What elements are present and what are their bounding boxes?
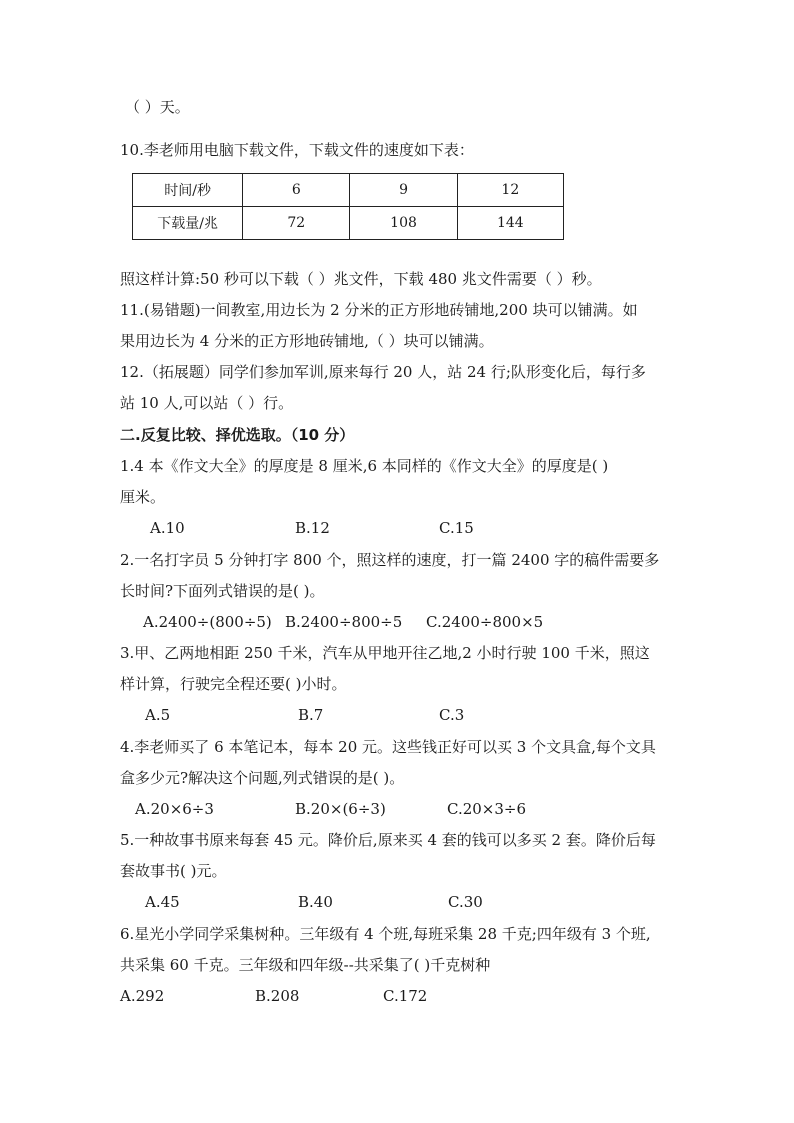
mc4-line2: 盒多少元?解决这个问题,列式错误的是( )。 — [120, 769, 405, 787]
table-row — [133, 174, 564, 207]
q10-question: 照这样计算:50 秒可以下载（ ）兆文件，下载 480 兆文件需要（ ）秒。 — [120, 270, 602, 288]
mc3-option-b: B.7 — [298, 706, 324, 724]
mc1-option-a: A.10 — [150, 519, 185, 537]
mc1-line2: 厘米。 — [120, 488, 166, 506]
mc6-option-c: C.172 — [383, 987, 428, 1005]
mc1-option-b: B.12 — [295, 519, 330, 537]
q10-text: 10.李老师用电脑下载文件，下载文件的速度如下表： — [120, 141, 474, 159]
mc2-line2: 长时间?下面列式错误的是( )。 — [120, 582, 325, 600]
download-table — [132, 173, 564, 240]
mc2-option-b: B.2400÷800÷5 — [285, 613, 403, 631]
mc6-option-b: B.208 — [255, 987, 300, 1005]
mc3-option-c: C.3 — [439, 706, 465, 724]
mc3-line1: 3.甲、乙两地相距 250 千米，汽车从甲地开往乙地,2 小时行驶 100 千米，照这 — [120, 644, 650, 662]
mc5-line1: 5.一种故事书原来每套 45 元。降价后,原来买 4 套的钱可以多买 2 套。降价后每 — [120, 831, 656, 849]
mc1-option-c: C.15 — [439, 519, 474, 537]
mc5-option-b: B.40 — [298, 893, 333, 911]
mc3-option-a: A.5 — [145, 706, 171, 724]
q11-line1: 11.(易错题)一间教室,用边长为 2 分米的正方形地砖铺地,200 块可以铺满。如 — [120, 301, 638, 319]
mc5-option-c: C.30 — [448, 893, 483, 911]
table-cell: 144 — [457, 207, 563, 240]
section-title: 二.反复比较、择优选取。（10 分） — [120, 426, 355, 444]
mc5-option-a: A.45 — [145, 893, 180, 911]
mc2-option-a: A.2400÷(800÷5) — [143, 613, 272, 631]
mc5-line2: 套故事书( )元。 — [120, 862, 227, 880]
table-cell: 72 — [243, 207, 350, 240]
table-row — [133, 207, 564, 240]
mc4-line1: 4.李老师买了 6 本笔记本，每本 20 元。这些钱正好可以买 3 个文具盒,每个文具 — [120, 738, 656, 756]
mc4-option-b: B.20×(6÷3) — [295, 800, 386, 818]
mc4-option-c: C.20×3÷6 — [447, 800, 527, 818]
table-cell: 6 — [243, 174, 350, 207]
mc6-line2: 共采集 60 千克。三年级和四年级--共采集了( )千克树种 — [120, 956, 491, 974]
mc4-option-a: A.20×6÷3 — [135, 800, 214, 818]
table-cell: 时间/秒 — [133, 174, 243, 207]
mc2-option-c: C.2400÷800×5 — [426, 613, 544, 631]
q11-line2: 果用边长为 4 分米的正方形地砖铺地,（ ）块可以铺满。 — [120, 332, 494, 350]
table-cell: 108 — [350, 207, 457, 240]
mc3-line2: 样计算，行驶完全程还要( )小时。 — [120, 675, 347, 693]
table-cell: 9 — [350, 174, 457, 207]
q12-line1: 12.（拓展题）同学们参加军训,原来每行 20 人，站 24 行;队形变化后，每行多 — [120, 363, 646, 381]
q9-tail: （ ）天。 — [125, 98, 190, 116]
q12-line2: 站 10 人,可以站（ ）行。 — [120, 394, 294, 412]
mc6-line1: 6.星光小学同学采集树种。三年级有 4 个班,每班采集 28 千克;四年级有 3 个班, — [120, 925, 651, 943]
table-cell: 下载量/兆 — [133, 207, 243, 240]
mc6-option-a: A.292 — [120, 987, 165, 1005]
table-cell: 12 — [457, 174, 563, 207]
mc1-line1: 1.4 本《作文大全》的厚度是 8 厘米,6 本同样的《作文大全》的厚度是( ) — [120, 457, 609, 475]
mc2-line1: 2.一名打字员 5 分钟打字 800 个，照这样的速度，打一篇 2400 字的稿件需要多 — [120, 551, 660, 569]
